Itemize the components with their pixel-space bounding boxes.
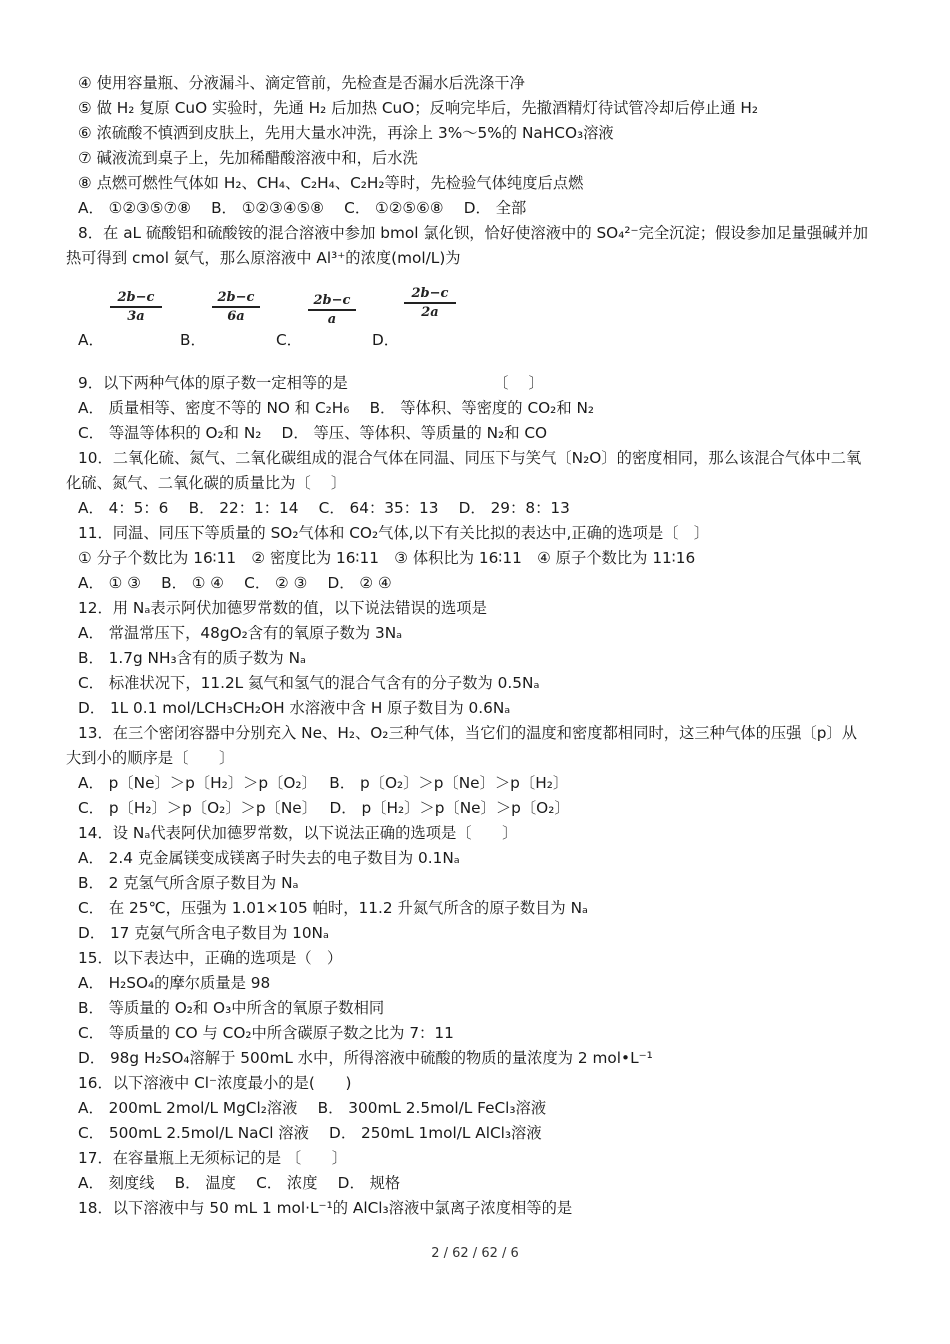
q16-stem: 16．以下溶液中 Cl⁻浓度最小的是( ) — [78, 1074, 352, 1092]
q8-stem: 8．在 aL 硫酸铝和硫酸铵的混合溶液中参加 bmol 氯化钡，恰好使溶液中的 SO₄²⁻完全沉淀；假设参加足量强碱并加热可得到 cmol 氨气，那么原溶液中 Al³⁺的浓度(mol/L)为 — [66, 224, 869, 267]
q12-option-b: B． 1.7g NH₃含有的质子数为 Nₐ — [78, 649, 307, 667]
q15-option-c: C． 等质量的 CO 与 CO₂中所含碳原子数之比为 7：11 — [78, 1024, 454, 1042]
q8-option-d: D． — [372, 331, 400, 349]
fraction-c-numerator: 2b−c — [308, 293, 356, 311]
q14-option-d: D． 17 克氨气所含电子数目为 10Nₐ — [78, 924, 329, 942]
q16-options-cd: C． 500mL 2.5mol/L NaCl 溶液 D． 250mL 1mol/L AlCl₃溶液 — [78, 1124, 542, 1142]
q13-options-cd: C． p〔H₂〕＞p〔O₂〕＞p〔Ne〕 D． p〔H₂〕＞p〔Ne〕＞p〔O₂〕 — [78, 799, 570, 817]
q11-statements: ① 分子个数比为 16∶11 ② 密度比为 16∶11 ③ 体积比为 16∶11 ④ 原子个数比为 11∶16 — [78, 549, 696, 567]
fraction-d — [404, 286, 456, 320]
q9-options-ab: A． 质量相等、密度不等的 NO 和 C₂H₆ B． 等体积、等密度的 CO₂和 N₂ — [78, 399, 595, 417]
q17-options: A． 刻度线 B． 温度 C． 浓度 D． 规格 — [78, 1174, 401, 1192]
fraction-d-denominator: 2a — [421, 305, 439, 320]
q7-options: A． ①②③⑤⑦⑧ B． ①②③④⑤⑧ C． ①②⑤⑥⑧ D． 全部 — [78, 199, 527, 217]
q14-option-a: A． 2.4 克金属镁变成镁离子时失去的电子数目为 0.1Nₐ — [78, 849, 460, 867]
q14-option-b: B． 2 克氢气所含原子数目为 Nₐ — [78, 874, 299, 892]
q8-option-a: A． — [78, 331, 104, 349]
fraction-b-numerator: 2b−c — [212, 290, 260, 308]
q9-stem: 9．以下两种气体的原子数一定相等的是 〔 〕 — [78, 374, 544, 392]
item-4: ④ 使用容量瓶、分液漏斗、滴定管前，先检查是否漏水后洗涤干净 — [78, 74, 525, 92]
fraction-a-numerator: 2b−c — [110, 290, 162, 308]
q8-option-b: B． — [180, 331, 206, 349]
q13-stem: 13．在三个密闭容器中分别充入 Ne、H₂、O₂三种气体，当它们的温度和密度都相同时，这三种气体的压强〔p〕从大到小的顺序是〔 〕 — [66, 724, 858, 767]
q18-stem: 18．以下溶液中与 50 mL 1 mol·L⁻¹的 AlCl₃溶液中氯离子浓度相等的是 — [78, 1199, 573, 1217]
q16-options-ab: A． 200mL 2mol/L MgCl₂溶液 B． 300mL 2.5mol/L FeCl₃溶液 — [78, 1099, 547, 1117]
item-5: ⑤ 做 H₂ 复原 CuO 实验时，先通 H₂ 后加热 CuO；反响完毕后，先撤酒精灯待试管冷却后停止通 H₂ — [78, 99, 759, 117]
q10-options: A． 4：5：6 B． 22：1：14 C． 64：35：13 D． 29：8：13 — [78, 499, 570, 517]
fraction-a — [110, 290, 162, 324]
q13-options-ab: A． p〔Ne〕＞p〔H₂〕＞p〔O₂〕 B． p〔O₂〕＞p〔Ne〕＞p〔H₂〕 — [78, 774, 569, 792]
q14-option-c: C． 在 25℃，压强为 1.01×105 帕时，11.2 升氮气所含的原子数目为 Nₐ — [78, 899, 589, 917]
fraction-c — [308, 293, 356, 327]
q10-stem: 10．二氧化硫、氮气、二氧化碳组成的混合气体在同温、同压下与笑气〔N₂O〕的密度相同，那么该混合气体中二氧化硫、氮气、二氧化碳的质量比为〔 〕 — [66, 449, 862, 492]
fraction-a-denominator: 3a — [127, 309, 145, 324]
q11-options: A． ① ③ B． ① ④ C． ② ③ D． ② ④ — [78, 574, 392, 592]
q17-stem: 17．在容量瓶上无须标记的是 〔 〕 — [78, 1149, 348, 1167]
item-8: ⑧ 点燃可燃性气体如 H₂、CH₄、C₂H₄、C₂H₂等时，先检验气体纯度后点燃 — [78, 174, 584, 192]
q15-option-b: B． 等质量的 O₂和 O₃中所含的氧原子数相同 — [78, 999, 385, 1017]
q12-option-d: D． 1L 0.1 mol/LCH₃CH₂OH 水溶液中含 H 原子数目为 0.6Nₐ — [78, 699, 511, 717]
fraction-b — [212, 290, 260, 324]
q9-options-cd: C． 等温等体积的 O₂和 N₂ D． 等压、等体积、等质量的 N₂和 CO — [78, 424, 548, 442]
q12-stem: 12．用 Nₐ表示阿伏加德罗常数的值，以下说法错误的选项是 — [78, 599, 487, 617]
fraction-b-denominator: 6a — [227, 309, 245, 324]
q12-option-a: A． 常温常压下，48gO₂含有的氧原子数为 3Nₐ — [78, 624, 403, 642]
fraction-d-numerator: 2b−c — [404, 286, 456, 304]
q12-option-c: C． 标准状况下，11.2L 氦气和氢气的混合气含有的分子数为 0.5Nₐ — [78, 674, 540, 692]
q14-stem: 14．设 Nₐ代表阿伏加德罗常数，以下说法正确的选项是〔 〕 — [78, 824, 518, 842]
page-number-footer: 2 / 62 / 62 / 6 — [431, 1246, 519, 1261]
fraction-c-denominator: a — [327, 312, 337, 327]
item-6: ⑥ 浓硫酸不慎洒到皮肤上，先用大量水冲洗，再涂上 3%～5%的 NaHCO₃溶液 — [78, 124, 614, 142]
q15-option-a: A． H₂SO₄的摩尔质量是 98 — [78, 974, 271, 992]
q15-option-d: D． 98g H₂SO₄溶解于 500mL 水中，所得溶液中硫酸的物质的量浓度为 2 mol•L⁻¹ — [78, 1049, 653, 1067]
q15-stem: 15．以下表达中，正确的选项是（ ） — [78, 949, 343, 967]
item-7: ⑦ 碱液流到桌子上，先加稀醋酸溶液中和，后水洗 — [78, 149, 418, 167]
q11-stem: 11．同温、同压下等质量的 SO₂气体和 CO₂气体,以下有关比拟的表达中,正确的选项是〔 〕 — [78, 524, 710, 542]
q8-option-c: C． — [276, 331, 302, 349]
